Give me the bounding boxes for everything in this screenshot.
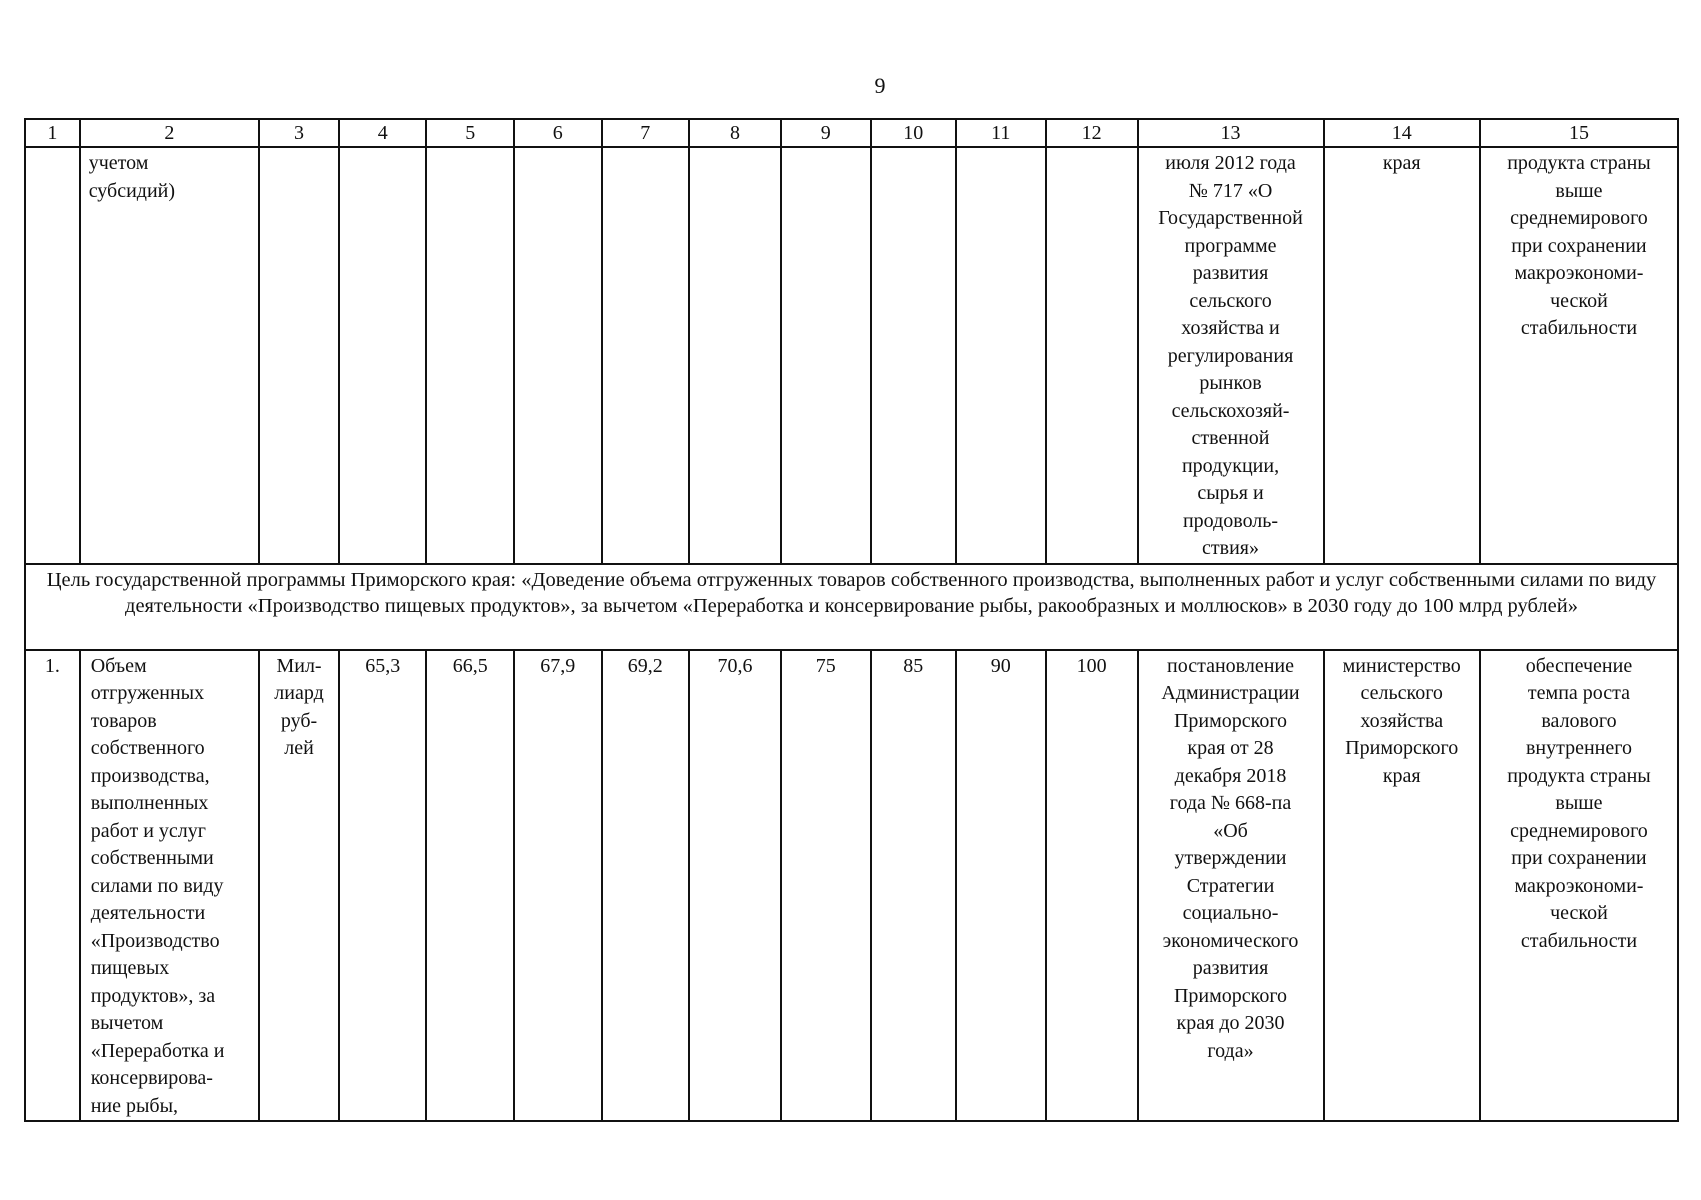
indicator-name: Объем отгруженных товаров собственного производства, выполненных работ и услуг собственными силами по виду деятельности «Производство пищевых продуктов», за вычетом «Переработка и консервирова- ние рыбы, [80,650,259,1122]
empty-cell [339,147,427,564]
responsible-executor: министерство сельского хозяйства Приморского края [1324,650,1480,1122]
column-number: 1 [25,119,80,147]
indicator-value: 75 [781,650,871,1122]
empty-cell [956,147,1046,564]
continuation-row [25,147,1678,564]
empty-cell [259,147,339,564]
empty-cell [426,147,514,564]
empty-cell [871,147,956,564]
column-number: 4 [339,119,427,147]
page-number: 9 [874,73,886,98]
indicator-name-continuation: учетом субсидий) [80,147,259,564]
row-number: 1. [25,650,80,1122]
document-continuation: июля 2012 года № 717 «О Государственной программе развития сельского хозяйства и регулирования рынков сельскохозяй- ственной продукции, сырья и продоволь- ствия» [1138,147,1324,564]
column-number: 7 [602,119,690,147]
column-number: 6 [514,119,602,147]
unit-of-measure: Мил- лиард руб- лей [259,650,339,1122]
empty-cell [514,147,602,564]
source-document: постановление Администрации Приморского края от 28 декабря 2018 года № 668-па «Об утверждении Стратегии социально- экономического развития Приморского края до 2030 года» [1138,650,1324,1122]
indicator-value: 67,9 [514,650,602,1122]
column-number: 15 [1480,119,1678,147]
indicator-value: 65,3 [339,650,427,1122]
indicator-value: 66,5 [426,650,514,1122]
indicator-value: 70,6 [689,650,781,1122]
column-number: 10 [871,119,956,147]
column-number: 2 [80,119,259,147]
column-number: 11 [956,119,1046,147]
result-continuation: продукта страны выше среднемирового при сохранении макроэкономи- ческой стабильности [1480,147,1678,564]
column-number: 9 [781,119,871,147]
column-number: 5 [426,119,514,147]
empty-cell [1046,147,1138,564]
column-number: 14 [1324,119,1480,147]
program-goal-text: Цель государственной программы Приморского края: «Доведение объема отгруженных товаров собственного производства, выполненных работ и услуг собственными силами по виду деятельности «Производство пищевых продуктов», за вычетом «Переработка и консервирование рыбы, ракообразных и моллюсков» в 2030 году до 100 млрд рублей» [25,564,1678,650]
indicator-value: 90 [956,650,1046,1122]
program-goal-row [25,564,1678,650]
indicator-row [25,650,1678,1122]
indicator-value: 69,2 [602,650,690,1122]
indicators-table [24,118,1679,1122]
empty-cell [25,147,80,564]
indicator-value: 100 [1046,650,1138,1122]
empty-cell [689,147,781,564]
column-number: 13 [1138,119,1324,147]
responsible-continuation: края [1324,147,1480,564]
expected-result: обеспечение темпа роста валового внутреннего продукта страны выше среднемирового при сохранении макроэкономи- ческой стабильности [1480,650,1678,1122]
column-number: 12 [1046,119,1138,147]
empty-cell [781,147,871,564]
column-number: 3 [259,119,339,147]
column-number: 8 [689,119,781,147]
column-number-row [25,119,1678,147]
empty-cell [602,147,690,564]
indicator-value: 85 [871,650,956,1122]
